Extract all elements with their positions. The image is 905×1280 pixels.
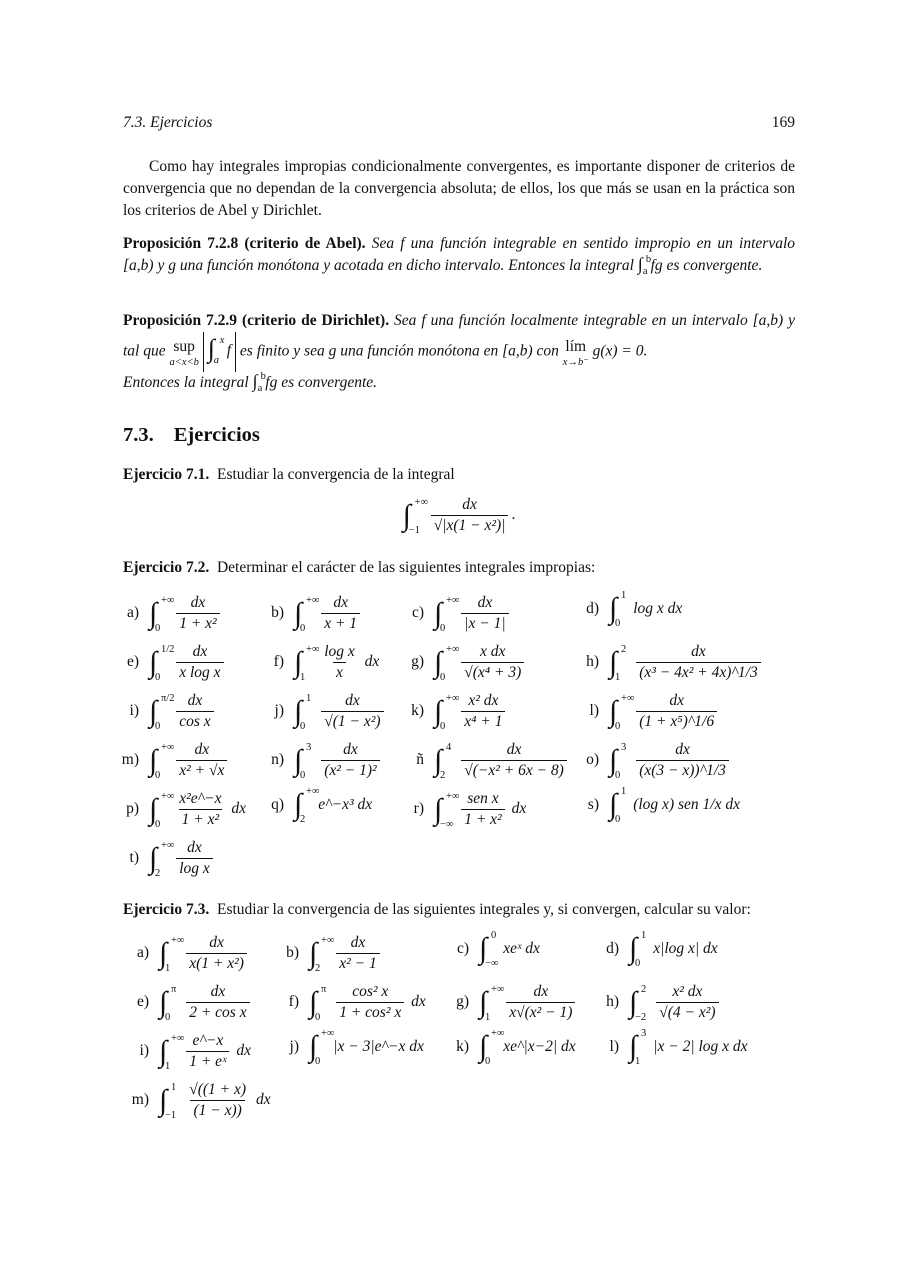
item-label: f) <box>288 993 299 1011</box>
exercise-title: Ejercicio 7.1. <box>123 466 210 483</box>
fraction: $\frac{dx}{\text{(x² − 1)²}}$ <box>321 741 379 780</box>
integral: ∫ +∞ 2 <box>309 934 335 974</box>
fraction: $\frac{dx}{\text{√(1 − x²)}}$ <box>321 692 383 731</box>
page <box>123 0 795 1280</box>
integral: ∫ +∞ 0 <box>609 692 635 732</box>
fraction: $\frac{dx}{\text{x√(x² − 1)}}$ <box>506 983 575 1022</box>
exercise-7-2 <box>123 557 795 579</box>
fraction: $\frac{dx}{\text{x(1 + x²)}}$ <box>186 934 247 973</box>
item-label: r) <box>413 800 424 818</box>
integrand: xe^|x−2| dx <box>503 1038 576 1055</box>
item-label: p) <box>126 800 139 818</box>
item-label: j) <box>274 702 284 720</box>
proposition-text: Entonces la integral <box>123 374 249 391</box>
exercise-item <box>123 983 253 1022</box>
integral: ∫ 1 0 <box>294 692 312 732</box>
integral: ∫ +∞ 0 <box>149 790 175 830</box>
item-label: a) <box>136 944 149 962</box>
integral: ∫ 2 −2 <box>629 983 647 1023</box>
integral: ∫ +∞ 0 <box>309 1028 335 1067</box>
item-label: k) <box>411 702 424 720</box>
exercise-text: Estudiar la convergencia de la integral <box>216 466 455 483</box>
item-label: n) <box>271 751 284 769</box>
exercise-item <box>573 741 732 780</box>
integral: ∫ b a <box>637 254 652 278</box>
integral: ∫ π 0 <box>159 983 177 1023</box>
fraction: $\frac{\text{x² dx}}{\text{√(4 − x²)}}$ <box>656 983 718 1022</box>
fraction: $\frac{dx}{\text{x² − 1}}$ <box>336 934 380 973</box>
exercise-item <box>258 643 379 682</box>
exercise-item <box>113 839 216 878</box>
exercise-item <box>273 934 383 973</box>
item-label: l) <box>609 1037 619 1055</box>
proposition-text: Sea f una función localmente integrable en un intervalo [a,b) y tal que <box>123 312 796 360</box>
fraction: $\frac{dx}{\text{x² + √x}}$ <box>176 741 227 780</box>
fraction: $\frac{dx}{\text{√|x(1 − x²)|}}$ <box>431 496 509 535</box>
exercise-item <box>258 594 363 633</box>
fraction: $\frac{dx}{|x - 1|}$ <box>461 594 508 633</box>
integral: ∫ +∞ 0 <box>434 643 460 683</box>
fraction: $\frac{\text{x² dx}}{\text{x⁴ + 1}}$ <box>461 692 505 731</box>
integrand: |x − 2| log x dx <box>653 1038 748 1055</box>
item-label: h) <box>606 993 619 1011</box>
fraction: $\frac{dx}{\text{(x³ − 4x² + 4x)\textasciicircum{}1/3}}$ <box>636 643 761 682</box>
integral: ∫ +∞ 0 <box>434 594 460 634</box>
exercise-item <box>573 786 740 825</box>
fraction: $\frac{\text{sen x}}{\text{1 + x²}}$ <box>461 790 505 829</box>
item-label: k) <box>456 1037 469 1055</box>
sup-operator: sup a<x<b <box>169 338 199 368</box>
section-title: Ejercicios <box>173 424 260 446</box>
integrand: dx <box>507 800 527 818</box>
item-label: o) <box>586 751 599 769</box>
exercise-item <box>258 786 373 825</box>
exercise-item <box>398 790 526 829</box>
item-label: i) <box>139 1042 149 1060</box>
item-label: q) <box>271 795 284 813</box>
integral: ∫ π/2 0 <box>149 692 175 732</box>
item-label: f) <box>273 653 284 671</box>
item-label: s) <box>587 795 599 813</box>
integral: ∫ +∞ 1 <box>159 1032 185 1072</box>
intro-paragraph: Como hay integrales impropias condicionalmente convergentes, es importante disponer de criterios de convergencia que no dependan de la convergencia absoluta; de ellos, los que más se usan en la práctica son los criterios de Abel y Dirichlet. <box>123 158 795 219</box>
item-label: ñ <box>416 751 424 769</box>
exercise-item <box>573 643 764 682</box>
exercise-item <box>443 930 540 969</box>
exercise-7-1 <box>123 464 795 486</box>
integrand: dx <box>227 800 247 818</box>
exercise-item <box>398 594 512 633</box>
fraction: $\frac{dx}{\text{x log x}}$ <box>176 643 223 682</box>
exercise-item <box>593 983 722 1022</box>
lim-operator: lím x→b⁻ <box>562 338 589 368</box>
integral: ∫ +∞ 1 <box>294 643 320 683</box>
exercise-item <box>113 594 223 633</box>
exercise-item <box>258 692 387 731</box>
exercise-item <box>398 741 570 780</box>
integral: ∫ +∞ 0 <box>479 1028 505 1067</box>
item-label: c) <box>411 604 424 622</box>
exercise-title: Ejercicio 7.2. <box>123 559 210 576</box>
exercise-item <box>398 692 508 731</box>
item-label: d) <box>606 939 619 957</box>
exercise-item <box>443 983 578 1022</box>
fraction: $\frac{√((1 + x)}{(1 - x))}$ <box>189 1081 247 1119</box>
item-label: g) <box>456 993 469 1011</box>
exercise-text: Determinar el carácter de las siguientes integrales impropias: <box>216 559 596 576</box>
proposition-abel <box>123 233 795 277</box>
item-label: m) <box>131 1091 149 1109</box>
fraction: $\frac{dx}{x + 1}$ <box>321 594 360 633</box>
integral: ∫ 1 0 <box>629 930 647 969</box>
fraction: $\frac{dx}{\text{(1 + x⁵)\textasciicircum{}1/6}}$ <box>636 692 717 731</box>
item-label: g) <box>411 653 424 671</box>
exercise-text: Estudiar la convergencia de las siguientes integrales y, si convergen, calcular su valor: <box>216 901 751 918</box>
exercise-item <box>573 692 720 731</box>
integral: ∫ +∞ 0 <box>149 741 175 781</box>
proposition-text: es finito y sea g una función monótona en [a,b) con <box>239 342 559 360</box>
integrand: |x − 3|e^−x dx <box>333 1038 424 1055</box>
integral: ∫ +∞ −∞ <box>434 790 460 830</box>
item-label: b) <box>271 604 284 622</box>
integrand: xeˣ dx <box>503 940 540 957</box>
item-label: a) <box>126 604 139 622</box>
integral: ∫ +∞ 0 <box>434 692 460 732</box>
exercise-item <box>258 741 383 780</box>
integrand: dx <box>232 1042 251 1060</box>
integral: ∫ 3 0 <box>294 741 312 781</box>
fraction: $\frac{\text{x dx}}{\text{√(x⁴ + 3)}}$ <box>461 643 524 682</box>
exercise-7-3 <box>123 899 795 921</box>
exercise-item <box>593 1028 748 1067</box>
item-label: e) <box>136 993 149 1011</box>
integral: ∫ +∞ 1 <box>479 983 505 1023</box>
page-number: 169 <box>771 114 795 131</box>
item-label: h) <box>586 653 599 671</box>
integral: ∫ 4 2 <box>434 741 452 781</box>
integral: ∫ 2 1 <box>609 643 627 683</box>
integrand: e^−x³ dx <box>318 796 373 813</box>
integral: ∫ +∞ −1 <box>402 496 429 536</box>
fraction: $\frac{\text{cos² x}}{\text{1 + cos² x}}$ <box>336 983 404 1022</box>
exercise-item <box>113 790 246 829</box>
proposition-text: Sea f una función integrable en sentido impropio en un intervalo [a,b) y g una función monótona y acotada en dicho intervalo. Entonces la integral <box>123 235 796 274</box>
exercise-item <box>113 741 230 780</box>
integral: ∫ +∞ 0 <box>294 594 320 634</box>
integrand: (log x) sen 1/x dx <box>633 796 740 813</box>
exercise-item <box>123 1032 251 1071</box>
running-title: 7.3. Ejercicios <box>123 114 213 131</box>
integrand: dx <box>360 653 380 671</box>
fraction: $\frac{dx}{(x(3 - x))\^{}1/3}$ <box>636 741 729 780</box>
integral: ∫ 1 0 <box>609 786 627 825</box>
fraction: $\frac{\text{log x}}{x}$ <box>324 643 355 681</box>
item-label: c) <box>456 939 469 957</box>
integral: ∫ 1/2 0 <box>149 643 175 683</box>
exercise-item <box>123 934 250 973</box>
exercise-item <box>123 1081 271 1120</box>
exercise-item <box>113 643 227 682</box>
item-label: l) <box>589 702 599 720</box>
exercise-item <box>593 930 718 969</box>
abs-integral: ∫ x a f <box>203 332 236 372</box>
fraction: $\frac{\text{x²e\textasciicircum{}−x}}{\text{1 + x²}}$ <box>179 790 222 828</box>
integral: ∫ +∞ 2 <box>294 786 320 825</box>
exercise-title: Ejercicio 7.3. <box>123 901 210 918</box>
fraction: $\frac{dx}{\text{√(−x² + 6x − 8)}}$ <box>461 741 567 780</box>
exercise-item <box>273 983 426 1022</box>
exercise-7-1-formula: ∫ +∞ −1 $\frac{dx}{\text{√|x(1 − x²)|}}$ . <box>402 496 516 536</box>
integral: ∫ +∞ 1 <box>159 934 185 974</box>
fraction: $\frac{dx}{\text{2 + cos x}}$ <box>186 983 249 1022</box>
fraction: $\frac{dx}{\text{cos x}}$ <box>176 692 213 731</box>
integral: ∫ +∞ 0 <box>149 594 175 634</box>
item-label: i) <box>129 702 139 720</box>
fraction: $\frac{dx}{\text{log x}}$ <box>176 839 213 878</box>
proposition-dirichlet: Proposición 7.2.9 (criterio de Dirichlet). Sea f una función localmente integrable en un intervalo [a,b) y tal que sup a<x<b ∫ x a f es finito y sea g una función monótona en [a,b) con lím x→b⁻ g(x) = 0. Entonces la integral ∫ b a fg es convergente. <box>123 312 796 395</box>
integrand: dx <box>407 993 426 1011</box>
item-label: e) <box>126 653 139 671</box>
item-label: m) <box>121 751 139 769</box>
integral: ∫ 0 −∞ <box>479 930 499 969</box>
item-label: b) <box>286 944 299 962</box>
proposition-title: Proposición 7.2.9 (criterio de Dirichlet). <box>123 312 390 329</box>
integral: ∫ b a <box>252 371 266 395</box>
section-heading <box>123 424 260 447</box>
item-label: j) <box>289 1037 299 1055</box>
integrand: dx <box>252 1091 271 1109</box>
integrand: log x dx <box>633 600 683 617</box>
exercise-7-3-grid <box>123 930 795 1134</box>
exercise-item <box>273 1028 424 1067</box>
proposition-text: fg es convergente. <box>650 257 763 274</box>
exercise-item <box>113 692 217 731</box>
exercise-item <box>398 643 527 682</box>
fraction: $\frac{dx}{\text{1 + x²}}$ <box>176 594 220 633</box>
integrand: x|log x| dx <box>653 940 718 957</box>
integral: ∫ π 0 <box>309 983 327 1023</box>
integral: ∫ 1 0 <box>609 590 627 629</box>
item-label: t) <box>129 849 139 867</box>
exercise-7-2-grid <box>121 590 795 884</box>
item-label: d) <box>586 599 599 617</box>
integral: ∫ 3 1 <box>629 1028 647 1067</box>
integral: ∫ +∞ 2 <box>149 839 175 879</box>
exercise-item <box>443 1028 576 1067</box>
proposition-title: Proposición 7.2.8 (criterio de Abel). <box>123 235 366 252</box>
fraction: $\frac{e\^{}-x}{\text{1 + eˣ}}$ <box>186 1032 229 1071</box>
section-number: 7.3. <box>123 424 154 446</box>
integral: ∫ 3 0 <box>609 741 627 781</box>
integral: ∫ 1 −1 <box>159 1081 177 1121</box>
exercise-item <box>573 590 683 629</box>
